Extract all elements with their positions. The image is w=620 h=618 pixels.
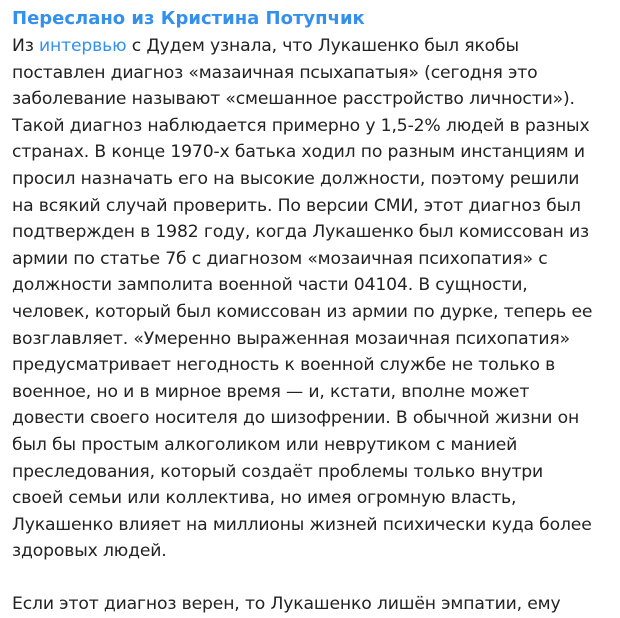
forwarded-message [12,6,612,618]
interview-link[interactable]: интервью [39,36,127,56]
text-line: предусматривает негодность к военной службе не только в [12,355,556,376]
text-line: армии по статье 7б с диагнозом «мозаичная психопатия» с [12,248,548,269]
paragraph-break [12,565,612,592]
text-line: должности замполита военной части 04104. В сущности, [12,275,528,296]
text-line: странах. В конце 1970-х батька ходил по разным инстанциям и [12,142,585,163]
text-fragment: Из [12,36,40,56]
text-line: преследования, который создаёт проблемы только внутри [12,461,544,482]
text-line: поставлен диагноз «мазаичная псыхапатыя» (сегодня это [12,62,538,83]
text-line: военное, но и в мирное время — и, кстати, вполне может [12,381,530,402]
text-line: человек, который был комиссован из армии по дурке, теперь ее [12,301,593,322]
text-line: просил назначать его на высокие должности, поэтому решили [12,168,580,189]
text-line: Лукашенко влияет на миллионы жизней психически куда более [12,514,592,535]
forwarded-from-header[interactable]: Переслано из Кристина Потупчик [12,8,365,29]
message-text [12,33,612,618]
text-line: на всякий случай проверить. По версии СМИ, этот диагноз был [12,195,581,216]
text-line: был бы простым алкоголиком или неврутиком с манией [12,434,518,455]
text-line: Если этот диагноз верен, то Лукашенко лишён эмпатии, ему [12,594,561,615]
text-line: подтвержден в 1982 году, когда Лукашенко был комиссован из [12,222,589,243]
text-line: своей семьи или коллектива, но имея огромную власть, [12,488,517,509]
text-line: заболевание называют «смешанное расстройство личности»). [12,89,575,110]
text-line: возглавляет. «Умеренно выраженная мозаичная психопатия» [12,328,570,349]
text-fragment: с Дудем узнала, что Лукашенко был якобы [126,36,519,56]
text-line [12,33,612,60]
text-line: здоровых людей. [12,541,167,562]
text-line: Такой диагноз наблюдается примерно у 1,5-2% людей в разных [12,115,590,136]
text-line: довести своего носителя до шизофрении. В обычной жизни он [12,408,580,429]
